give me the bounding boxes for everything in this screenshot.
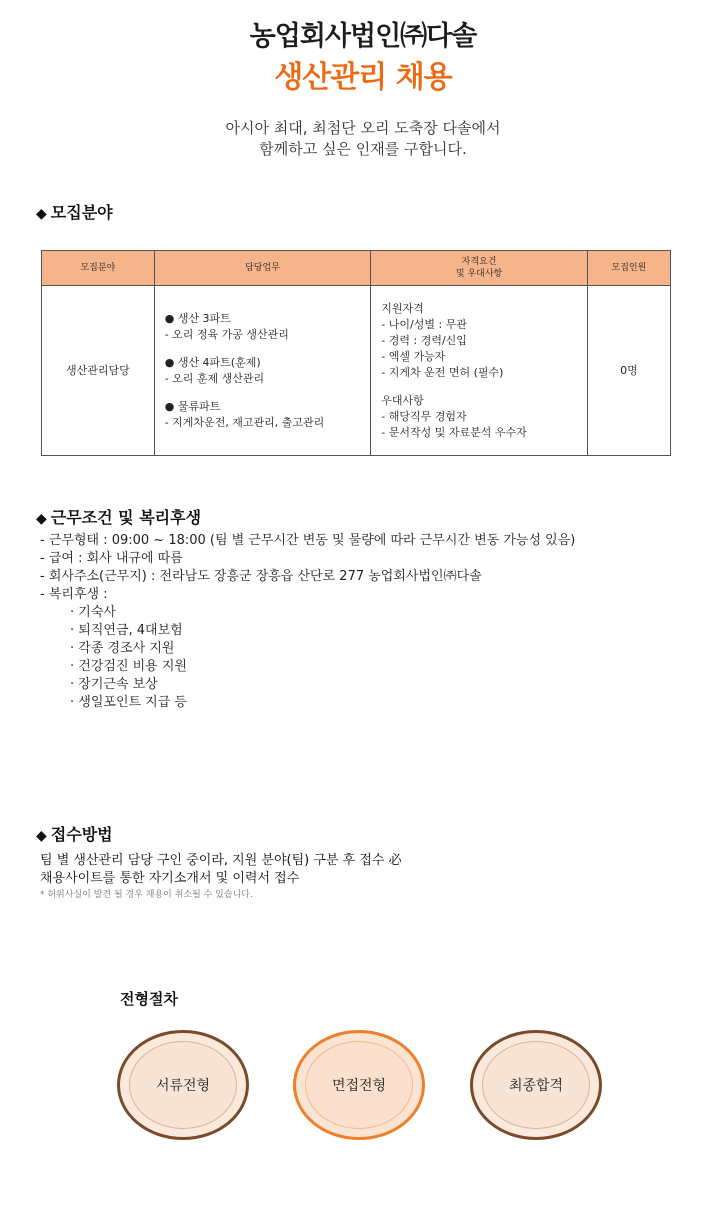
- apply-line-1: 팀 별 생산관리 담당 구인 중이라, 지원 분야(팀) 구분 후 접수 必: [40, 853, 402, 868]
- step-label: 서류전형: [129, 1041, 237, 1129]
- section-title-recruit-field: [36, 200, 113, 223]
- duty-title: ● 생산 4파트(훈제): [164, 355, 261, 369]
- benefit-item: · 퇴직연금, 4대보험: [70, 623, 183, 638]
- apply-note: * 허위사실이 발견 될 경우 채용이 취소될 수 있습니다.: [40, 890, 253, 900]
- cell-field: 생산관리담당: [42, 286, 155, 456]
- benefit-item: · 각종 경조사 지원: [70, 641, 175, 656]
- diamond-icon: ◆: [36, 828, 47, 844]
- section-title-text: 근무조건 및 복리후생: [50, 508, 202, 527]
- pref-block: [381, 393, 577, 441]
- header-qualification: [371, 251, 588, 286]
- duty-item: - 오리 정육 가공 생산관리: [164, 327, 289, 341]
- section-title-conditions: [36, 505, 201, 528]
- benefit-item: · 기숙사: [70, 605, 116, 620]
- process-step-interview: [293, 1030, 425, 1140]
- table-row: [42, 286, 671, 456]
- qual-item: - 엑셀 가능자: [381, 349, 446, 363]
- qual-block: [381, 301, 577, 381]
- pref-item: - 해당직무 경험자: [381, 409, 467, 423]
- table-header-row: [42, 251, 671, 286]
- section-title-text: 모집분야: [50, 203, 113, 222]
- section-title-text: 접수방법: [50, 825, 113, 844]
- intro-line-1: 아시아 최대, 최첨단 오리 도축장 다솔에서: [225, 119, 501, 137]
- duty-block: [165, 399, 361, 431]
- benefit-item: · 건강검진 비용 지원: [70, 659, 187, 674]
- job-title: 생산관리 채용: [274, 60, 452, 95]
- diamond-icon: ◆: [36, 511, 47, 527]
- duty-item: - 오리 훈제 생산관리: [164, 371, 265, 385]
- process-step-final: [470, 1030, 602, 1140]
- duty-title: ● 물류파트: [164, 399, 221, 413]
- header-qual-line-1: 자격요건: [461, 257, 497, 267]
- duty-title: ● 생산 3파트: [164, 311, 231, 325]
- qual-title: 지원자격: [381, 301, 424, 315]
- duty-item: - 지게차운전, 재고관리, 출고관리: [164, 415, 325, 429]
- duty-block: [165, 355, 361, 387]
- cell-duty: [154, 286, 371, 456]
- duty-block: [165, 311, 361, 343]
- qual-item: - 경력 : 경력/신입: [381, 333, 467, 347]
- recruit-table: [41, 250, 671, 456]
- section-title-apply: [36, 822, 113, 845]
- apply-info: [40, 852, 402, 902]
- pref-title: 우대사항: [381, 393, 424, 407]
- benefit-item: · 장기근속 보상: [70, 677, 158, 692]
- header-field: 모집분야: [42, 251, 155, 286]
- list-item: - 근무형태 : 09:00 ~ 18:00 (팀 별 근무시간 변동 및 물량에 따라 근무시간 변동 가능성 있음): [40, 533, 576, 548]
- list-item: - 급여 : 회사 내규에 따름: [40, 551, 183, 566]
- apply-line-2: 채용사이트를 통한 자기소개서 및 이력서 접수: [40, 871, 300, 886]
- step-label: 면접전형: [305, 1041, 413, 1129]
- header-qual-line-2: 및 우대사항: [455, 269, 503, 279]
- process-title: 전형절차: [120, 990, 178, 1008]
- diamond-icon: ◆: [36, 206, 47, 222]
- pref-item: - 문서작성 및 자료분석 우수자: [381, 425, 527, 439]
- benefit-item: · 생일포인트 지급 등: [70, 695, 187, 710]
- intro-text: [0, 118, 726, 160]
- list-item: - 회사주소(근무지) : 전라남도 장흥군 장흥읍 산단로 277 농업회사법인㈜다솔: [40, 569, 482, 584]
- list-item: - 복리후생 :: [40, 587, 108, 602]
- header-count: 모집인원: [587, 251, 670, 286]
- intro-line-2: 함께하고 싶은 인재를 구합니다.: [259, 140, 467, 158]
- company-name: 농업회사법인㈜다솔: [249, 21, 477, 52]
- header-duty: 담당업무: [154, 251, 371, 286]
- cell-count: 0명: [587, 286, 670, 456]
- cell-qualification: [371, 286, 588, 456]
- conditions-list: [40, 532, 700, 712]
- process-step-documents: [117, 1030, 249, 1140]
- qual-item: - 나이/성별 : 무관: [381, 317, 467, 331]
- step-label: 최종합격: [482, 1041, 590, 1129]
- qual-item: - 지게차 운전 면허 (필수): [381, 365, 504, 379]
